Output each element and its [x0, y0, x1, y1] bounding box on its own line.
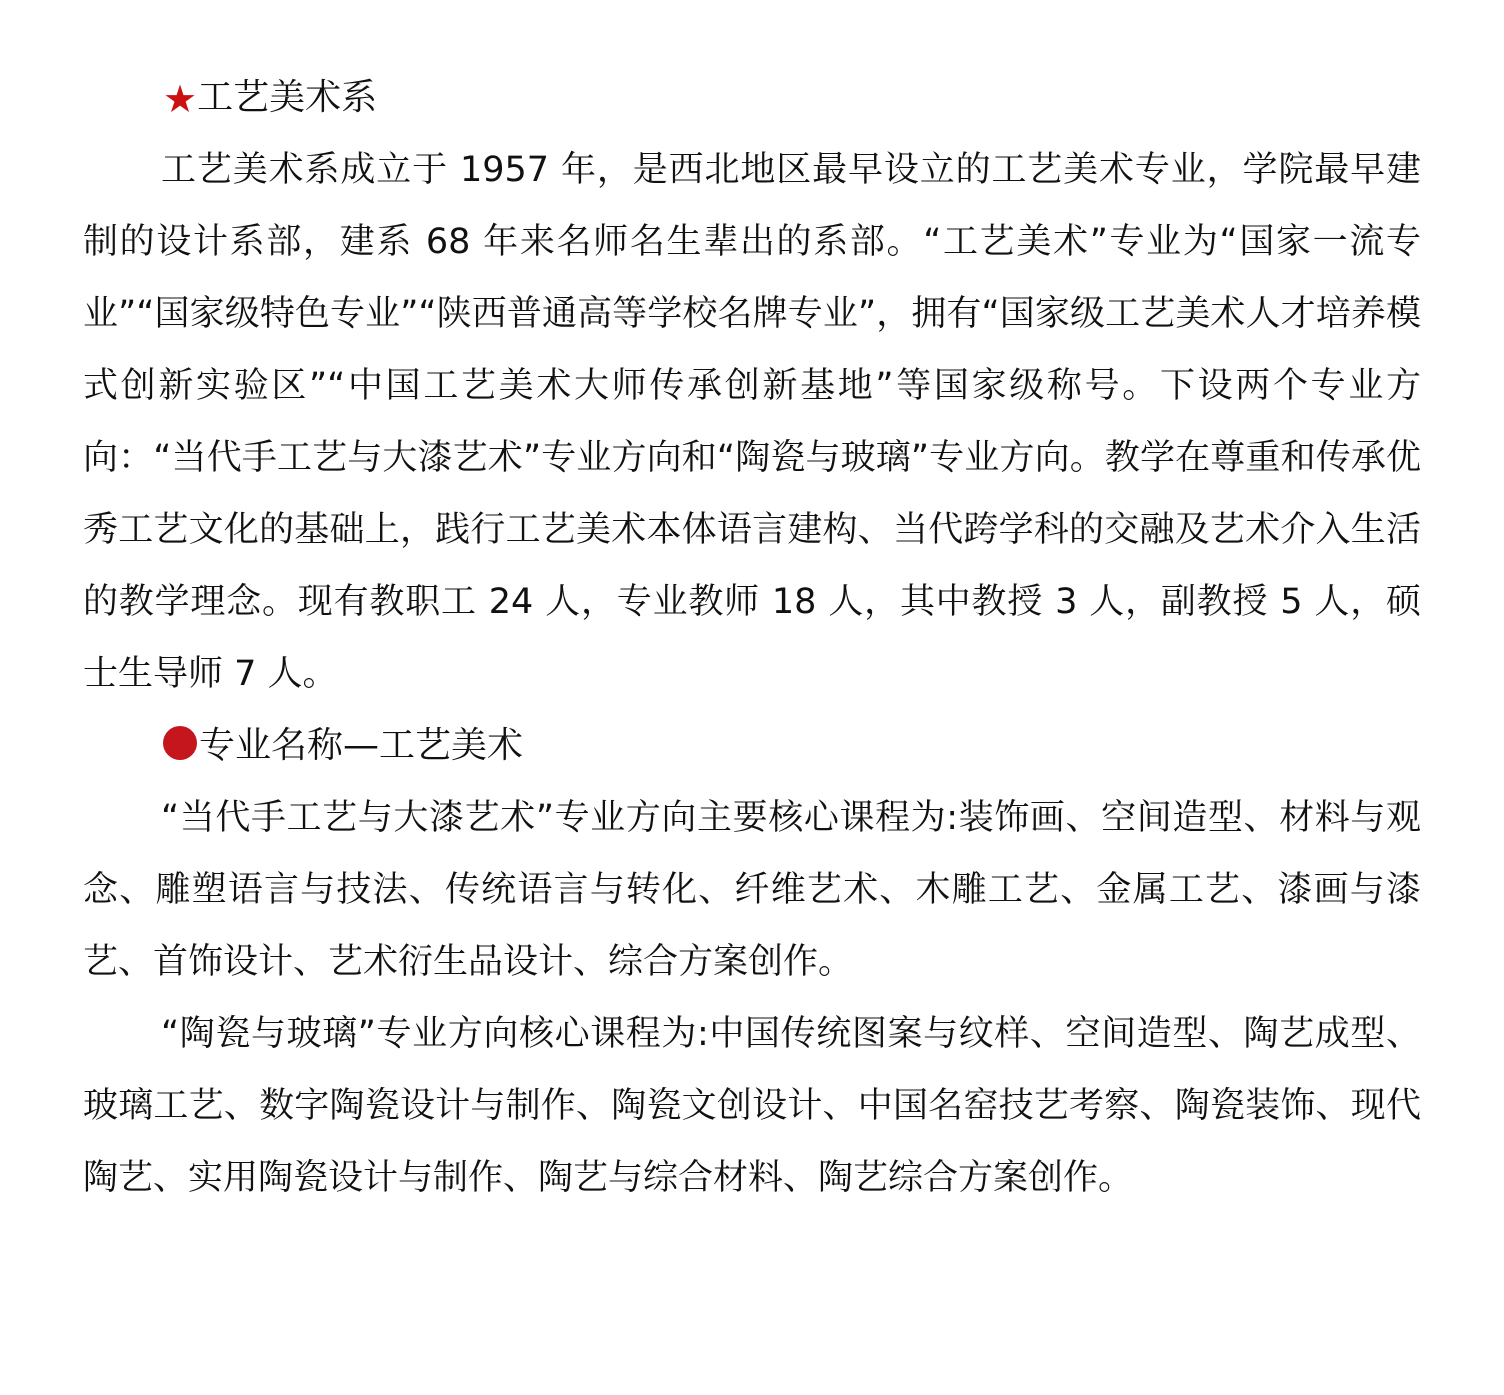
- direction-ceramics-paragraph: “陶瓷与玻璃”专业方向核心课程为:中国传统图案与纹样、空间造型、陶艺成型、玻璃工艺、数字陶瓷设计与制作、陶瓷文创设计、中国名窑技艺考察、陶瓷装饰、现代陶艺、实用陶瓷设计与制作、陶艺与综合材料、陶艺综合方案创作。: [83, 1014, 1421, 1198]
- star-icon: ★: [163, 77, 198, 121]
- red-dot-icon: [163, 726, 197, 760]
- section-heading: [83, 62, 1421, 134]
- intro-paragraph: 工艺美术系成立于 1957 年，是西北地区最早设立的工艺美术专业，学院最早建制的设计系部，建系 68 年来名师名生辈出的系部。“工艺美术”专业为“国家一流专业”“国家级特色专业”“陕西普通高等学校名牌专业”，拥有“国家级工艺美术人才培养模式创新实验区”“中国工艺美术大师传承创新基地”等国家级称号。下设两个专业方向：“当代手工艺与大漆艺术”专业方向和“陶瓷与玻璃”专业方向。教学在尊重和传承优秀工艺文化的基础上，践行工艺美术本体语言建构、当代跨学科的交融及艺术介入生活的教学理念。现有教职工 24 人，专业教师 18 人，其中教授 3 人，副教授 5 人，硕士生导师 7 人。: [83, 150, 1421, 694]
- document-page: [83, 62, 1421, 1214]
- major-heading: [83, 710, 1421, 782]
- major-title: 专业名称—工艺美术: [199, 725, 524, 766]
- section-title: 工艺美术系: [197, 77, 378, 118]
- direction-lacquer-paragraph: “当代手工艺与大漆艺术”专业方向主要核心课程为:装饰画、空间造型、材料与观念、雕塑语言与技法、传统语言与转化、纤维艺术、木雕工艺、金属工艺、漆画与漆艺、首饰设计、艺术衍生品设计、综合方案创作。: [83, 798, 1421, 982]
